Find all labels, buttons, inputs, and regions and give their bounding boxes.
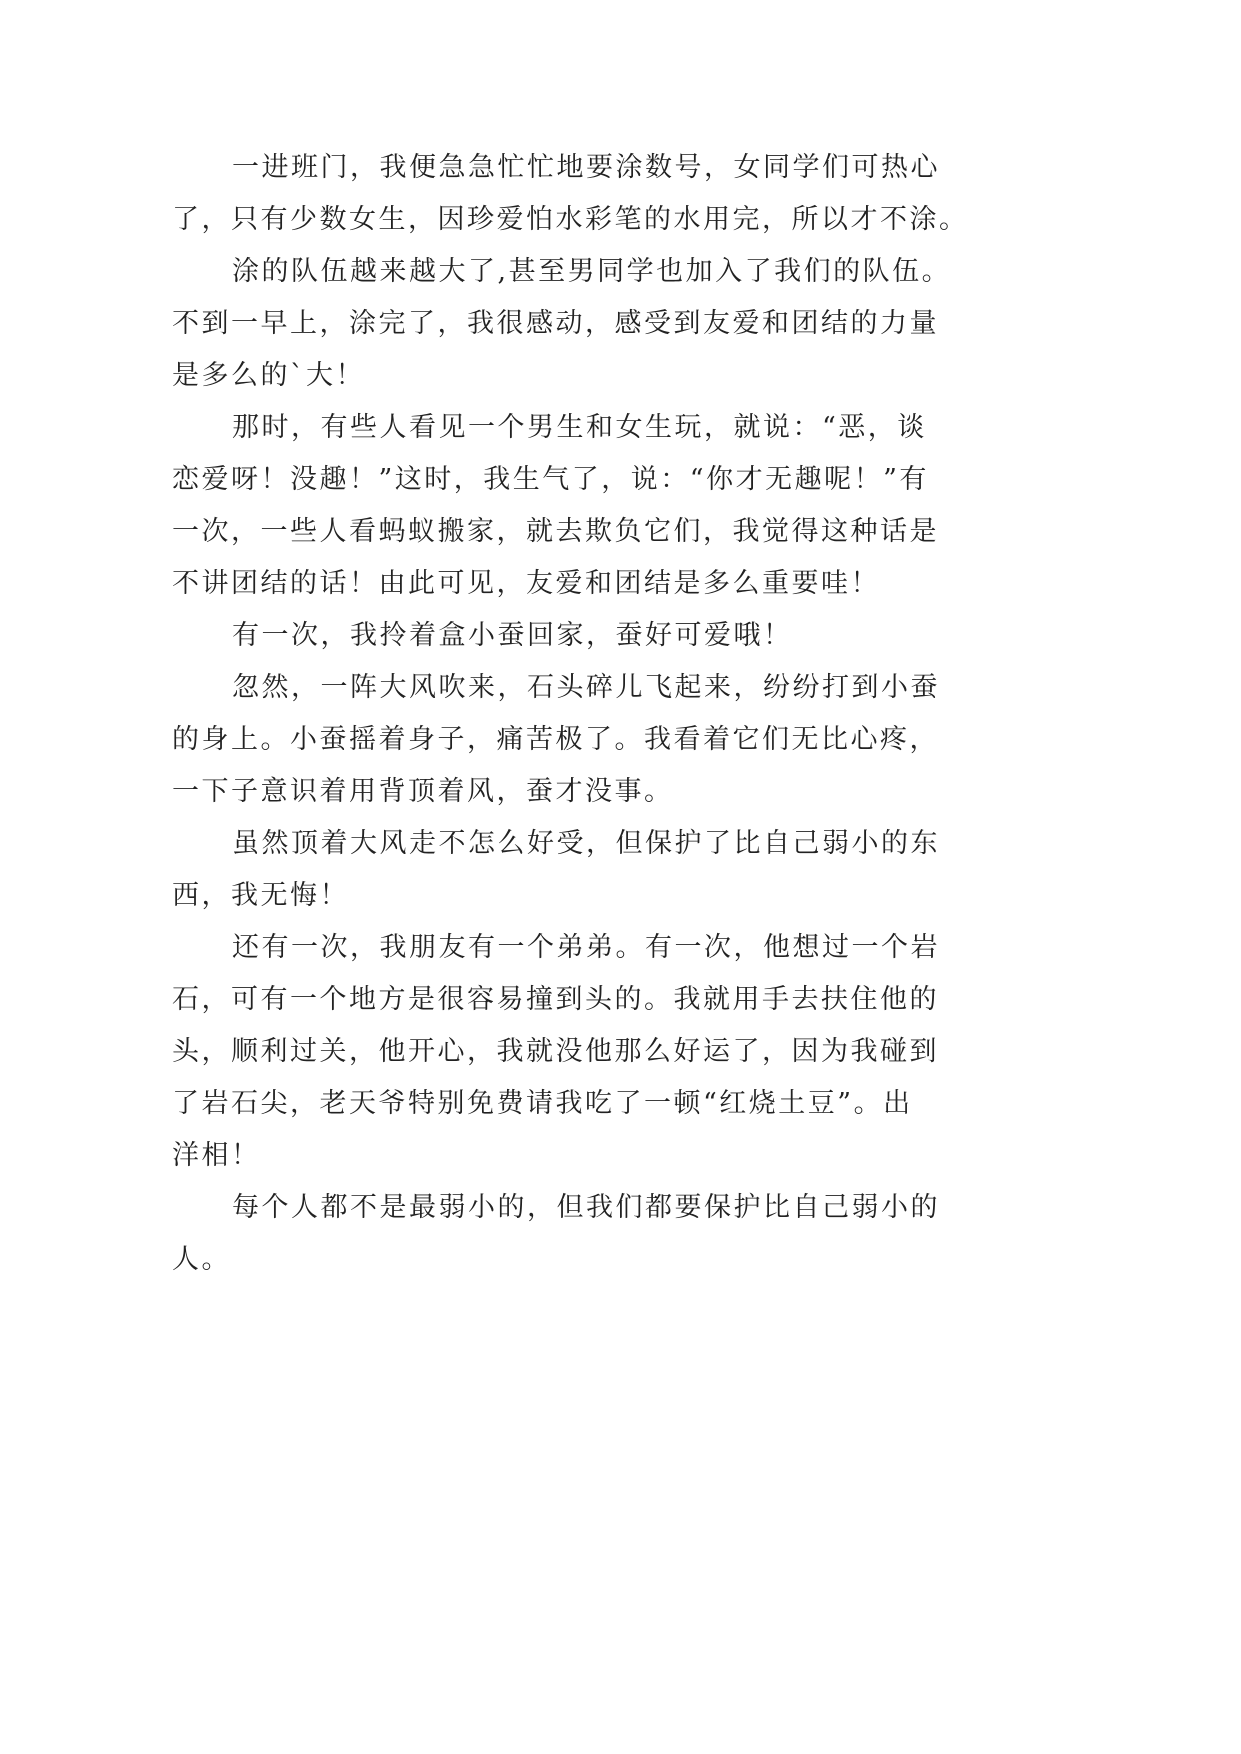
- text-line: 的身上。小蚕摇着身子，痛苦极了。我看着它们无比心疼，: [172, 724, 939, 755]
- text-line: 虽然顶着大风走不怎么好受，但保护了比自己弱小的东: [232, 828, 940, 859]
- text-line: 了，只有少数女生，因珍爱怕水彩笔的水用完，所以才不涂。: [172, 204, 969, 235]
- text-line: 那时，有些人看见一个男生和女生玩，就说：“恶，谈: [232, 412, 927, 443]
- paragraph: [172, 662, 1072, 818]
- text-line: 不到一早上，涂完了，我很感动，感受到友爱和团结的力量: [172, 308, 939, 339]
- text-line: 涂的队伍越来越大了,甚至男同学也加入了我们的队伍。: [232, 256, 952, 287]
- text-line: 一进班门，我便急急忙忙地要涂数号，女同学们可热心: [232, 152, 940, 183]
- text-line: 一次，一些人看蚂蚁搬家，就去欺负它们，我觉得这种话是: [172, 516, 939, 547]
- body-text: [172, 142, 1072, 1286]
- paragraph: [172, 246, 1072, 402]
- text-line: 恋爱呀！没趣！”这时，我生气了，说：“你才无趣呢！”有: [172, 464, 929, 495]
- text-line: 人。: [172, 1244, 231, 1275]
- paragraph: [172, 142, 1072, 246]
- text-line: 了岩石尖，老天爷特别免费请我吃了一顿“红烧土豆”。出: [172, 1088, 913, 1119]
- text-line: 一下子意识着用背顶着风，蚕才没事。: [172, 776, 674, 807]
- text-line: 石，可有一个地方是很容易撞到头的。我就用手去扶住他的: [172, 984, 939, 1015]
- text-line: 还有一次，我朋友有一个弟弟。有一次，他想过一个岩: [232, 932, 940, 963]
- text-line: 不讲团结的话！由此可见，友爱和团结是多么重要哇！: [172, 568, 880, 599]
- text-line: 头，顺利过关，他开心，我就没他那么好运了，因为我碰到: [172, 1036, 939, 1067]
- text-line: 西，我无悔！: [172, 880, 349, 911]
- paragraph: [172, 610, 1072, 662]
- text-line: 有一次，我拎着盒小蚕回家，蚕好可爱哦！: [232, 620, 793, 651]
- text-line: 每个人都不是最弱小的，但我们都要保护比自己弱小的: [232, 1192, 940, 1223]
- text-line: 忽然，一阵大风吹来，石头碎儿飞起来，纷纷打到小蚕: [232, 672, 940, 703]
- paragraph: [172, 402, 1072, 610]
- paragraph: [172, 818, 1072, 922]
- paragraph: [172, 1182, 1072, 1286]
- paragraph: [172, 922, 1072, 1182]
- text-line: 洋相！: [172, 1140, 261, 1171]
- text-line: 是多么的`大！: [172, 360, 365, 391]
